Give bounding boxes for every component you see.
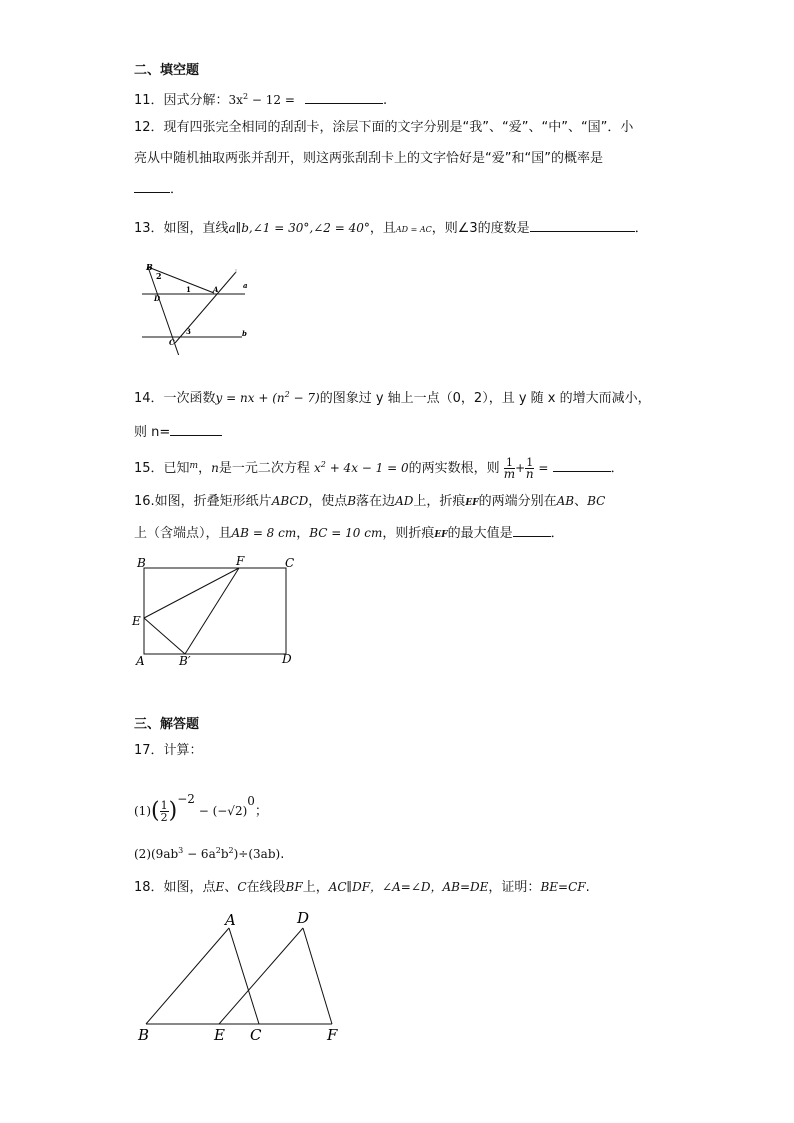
q17-p2-end: . — [280, 847, 285, 862]
q16-text-c: 落在边 — [356, 494, 396, 509]
q18-condition: AC∥DF，∠A=∠D，AB=DE — [328, 880, 489, 894]
q15-text-c: 是一元二次方程 — [218, 461, 310, 476]
q16-figure — [128, 554, 308, 672]
q18-label-D: D — [297, 909, 310, 927]
question-12-line2: 亮从中随机抽取两张并刮开，则这两张刮刮卡上的文字恰好是“爱”和“国”的概率是 — [134, 151, 603, 166]
q15-text-a: 15．已知 — [134, 461, 190, 476]
q13-label-3: 3 — [186, 327, 191, 336]
q17-p1-label: (1) — [134, 804, 151, 818]
q12-answer-blank[interactable] — [134, 180, 170, 193]
q16-label-F: F — [236, 554, 245, 568]
q15-var-m: m — [189, 461, 199, 471]
q18-sep: 、 — [224, 880, 238, 895]
q18-segment-ED — [219, 928, 303, 1024]
q18-segment-AC — [229, 928, 259, 1024]
q13-label-C: C — [169, 338, 175, 347]
q18-label-A: A — [225, 911, 236, 929]
q13-label-b: b — [242, 329, 247, 338]
q16-label-B: B — [137, 556, 146, 570]
question-18 — [134, 878, 590, 897]
q11-answer-blank[interactable] — [305, 91, 383, 104]
q15-var-n: n — [211, 461, 219, 475]
q18-label-B: B — [138, 1026, 150, 1044]
question-11 — [134, 88, 387, 110]
q11-end: . — [383, 93, 388, 108]
question-16-line1 — [134, 492, 605, 512]
q16-text-b: ，使点 — [308, 494, 348, 509]
q16-ab: AB — [556, 494, 575, 508]
q13-text-b: ，且 — [369, 221, 396, 236]
q16-bc-length: BC = 10 cm — [309, 526, 383, 540]
q12-end: ． — [170, 182, 184, 197]
q16-answer-blank[interactable] — [513, 524, 551, 537]
q16-text-e: 的两端分别在 — [478, 494, 557, 509]
q16-b: B — [347, 494, 357, 508]
q15-end: ． — [610, 461, 624, 476]
q18-goal: BE=CF — [540, 880, 586, 894]
q16-sep: 、 — [574, 494, 588, 509]
q18-segment-BA — [146, 928, 229, 1024]
question-14-line1 — [134, 386, 651, 408]
q16-segment-EBp — [144, 618, 185, 654]
q18-e: E — [215, 880, 225, 894]
q17-p1-end: ； — [254, 804, 268, 819]
q13-label-2: 2 — [156, 271, 162, 281]
q13-label-1: 1 — [186, 285, 191, 294]
q13-label-B: B — [146, 262, 153, 272]
q18-label-F: F — [327, 1026, 338, 1044]
q14-answer-blank[interactable] — [170, 423, 222, 436]
q18-text-c: 上， — [302, 880, 329, 895]
question-14-line2 — [134, 423, 222, 442]
q16-text-f: 上（含端点），且 — [134, 526, 232, 541]
q15-fraction-2: $\frac{1}{n}$ — [525, 456, 534, 481]
q13-segment-BC — [148, 267, 180, 355]
question-17-part2 — [134, 842, 284, 864]
question-12-line1: 12．现有四张完全相同的刮刮卡，涂层下面的文字分别是“我”、“爱”、“中”、“国”．小 — [134, 120, 634, 135]
q11-text: 11．因式分解： — [134, 93, 229, 108]
q13-text-a: 13．如图，直线 — [134, 221, 229, 236]
q16-abcd: ABCD — [271, 494, 309, 508]
q17-p1-expr: − (−√2) — [194, 804, 248, 818]
q13-segment-AC — [175, 272, 236, 343]
q13-figure — [135, 255, 260, 355]
q15-fraction-1: $\frac{1}{m}$ — [503, 456, 516, 481]
q16-segment-FBp — [185, 568, 239, 654]
q17-p1-exp: −2 — [177, 792, 195, 806]
q15-answer-blank[interactable] — [553, 459, 611, 472]
q11-expression: $3x^2 - 12$ = — [228, 92, 295, 107]
q13-label-D: D — [154, 294, 161, 303]
q15-plus: + — [515, 461, 526, 475]
q14-function: y = nx + $(n^2 - 7)$ — [215, 390, 320, 405]
q16-ab-length: AB = 8 cm — [231, 526, 297, 540]
q16-text-a: 16.如图，折叠矩形纸片 — [134, 494, 272, 509]
q18-text-b: 在线段 — [246, 880, 286, 895]
question-16-line2 — [134, 524, 564, 544]
q14-text-a: 14．一次函数 — [134, 391, 216, 406]
q18-label-E: E — [214, 1026, 225, 1044]
q13-label-A: A — [213, 285, 219, 294]
q16-text-g: ，则折痕 — [382, 526, 435, 541]
q16-bc: BC — [587, 494, 606, 508]
q18-bf: BF — [285, 880, 303, 894]
q14-text-c: 则 n= — [134, 425, 171, 440]
q17-p2-expr: $(2)(9ab^3 - 6a^2b^2)\div(3ab)$ — [134, 846, 281, 861]
q14-text-b: 的图象过 y 轴上一点（0，2），且 y 随 x 的增大而减小， — [319, 391, 651, 406]
question-17-part1: (1)( $\frac{1}{2}$ )$^{-2} - (-√2)^0$； — [134, 792, 268, 824]
q13-answer-blank[interactable] — [530, 219, 635, 232]
q16-text-h: 的最大值是 — [447, 526, 513, 541]
q13-condition: a∥b,∠1 = 30°,∠2 = 40° — [228, 221, 370, 235]
q13-condition2: AD = AC — [395, 225, 432, 234]
q18-label-C: C — [250, 1026, 262, 1044]
q18-c: C — [237, 880, 247, 894]
q18-figure — [132, 905, 352, 1050]
q13-end: ． — [634, 221, 648, 236]
q16-ef2: EF — [434, 530, 448, 540]
q17-p1-exp2: 0 — [247, 794, 255, 808]
question-12-line3 — [134, 180, 183, 199]
q13-label-a: a — [243, 281, 248, 290]
q17-p1-fraction: $\frac{1}{2}$ — [160, 799, 168, 824]
question-13 — [134, 219, 648, 239]
q15-text-b: ， — [198, 461, 212, 476]
q15-text-d: 的两实数根，则 — [408, 461, 500, 476]
q16-label-A: A — [136, 654, 145, 668]
q16-text-d: 上，折痕 — [413, 494, 466, 509]
q16-segment-EF — [144, 568, 239, 618]
section-title-fill-in: 二、填空题 — [134, 63, 200, 78]
q18-text-a: 18．如图，点 — [134, 880, 216, 895]
q18-text-d: ，证明： — [488, 880, 541, 895]
q15-equation: $x^2 + 4x - 1 = 0$ — [314, 460, 409, 475]
section-title-solve: 三、解答题 — [134, 717, 200, 732]
question-17-title: 17．计算： — [134, 743, 203, 758]
q15-equals: = — [538, 461, 549, 475]
q16-comma: ， — [296, 526, 310, 541]
q16-ef: EF — [465, 498, 479, 508]
q16-end: ． — [550, 526, 564, 541]
q16-ad: AD — [395, 494, 414, 508]
q18-end: . — [585, 880, 590, 895]
question-15 — [134, 456, 624, 480]
q13-text-c: ，则∠3的度数是 — [431, 221, 530, 236]
q16-label-E: E — [132, 614, 141, 628]
q18-segment-DF — [303, 928, 332, 1024]
q16-label-Bp: B′ — [179, 654, 191, 668]
q16-label-D: D — [282, 652, 292, 666]
q16-label-C: C — [285, 556, 295, 570]
